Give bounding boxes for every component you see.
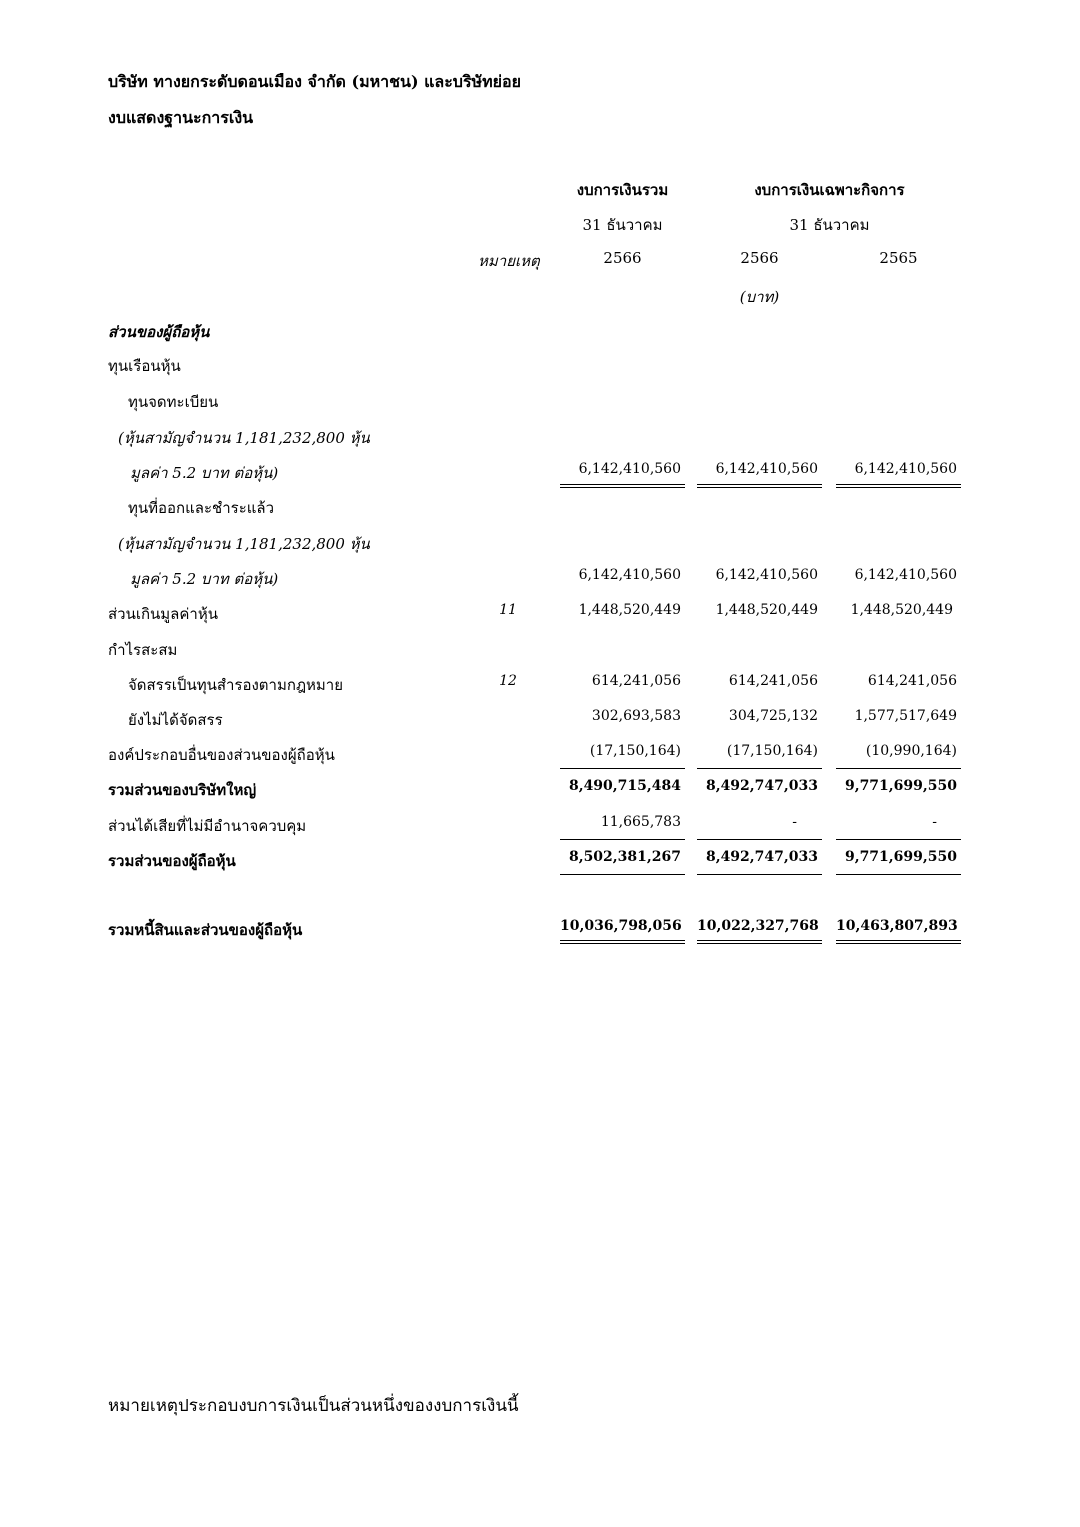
row-grand-total: รวมหนี้สินและส่วนของผู้ถือหุ้น: [108, 921, 303, 939]
authorized-value-c3: 6,142,410,560: [854, 461, 957, 477]
single-underline: [560, 839, 685, 840]
single-underline: [836, 874, 961, 875]
col-note-header: หมายเหตุ: [478, 252, 540, 270]
statement-title: งบแสดงฐานะการเงิน: [108, 108, 254, 127]
issued-value-c3: 6,142,410,560: [854, 567, 957, 583]
parent-total-c2: 8,492,747,033: [705, 778, 818, 794]
legal-value-c3: 614,241,056: [867, 673, 957, 689]
issued-value-c1: 6,142,410,560: [578, 567, 681, 583]
double-underline: [560, 484, 685, 488]
row-legal-reserve: จัดสรรเป็นทุนสำรองตามกฎหมาย: [128, 676, 344, 694]
section-title: ส่วนของผู้ถือหุ้น: [108, 323, 210, 341]
row-equity-total: รวมส่วนของผู้ถือหุ้น: [108, 852, 236, 870]
row-retained: กำไรสะสม: [108, 641, 178, 659]
single-underline: [560, 874, 685, 875]
row-issued: ทุนที่ออกและชำระแล้ว: [128, 499, 275, 517]
unit-label: (บาท): [739, 288, 780, 306]
grand-total-c1: 10,036,798,056: [560, 918, 682, 934]
nci-value-c3: -: [932, 814, 937, 830]
parent-total-c3: 9,771,699,550: [844, 778, 957, 794]
equity-total-c1: 8,502,381,267: [568, 849, 681, 865]
other-value-c1: (17,150,164): [589, 743, 681, 759]
footer-note: หมายเหตุประกอบงบการเงินเป็นส่วนหนึ่งของงบการเงินนี้: [108, 1396, 519, 1416]
col-group-separate: งบการเงินเฉพาะกิจการ: [754, 181, 905, 199]
row-unappropriated: ยังไม่ได้จัดสรร: [128, 711, 223, 729]
row-other-components: องค์ประกอบอื่นของส่วนของผู้ถือหุ้น: [108, 746, 335, 764]
nci-value-c2: -: [792, 814, 797, 830]
unappropriated-value-c1: 302,693,583: [591, 708, 681, 724]
other-value-c3: (10,990,164): [865, 743, 957, 759]
equity-total-c2: 8,492,747,033: [705, 849, 818, 865]
row-authorized: ทุนจดทะเบียน: [128, 393, 219, 411]
row-authorized-desc2: มูลค่า 5.2 บาท ต่อหุ้น): [130, 464, 279, 482]
premium-value-c3: 1,448,520,449: [850, 602, 953, 618]
single-underline: [697, 839, 822, 840]
col-year-c2: 2566: [740, 249, 779, 267]
row-authorized-desc1: (หุ้นสามัญจำนวน 1,181,232,800 หุ้น: [118, 429, 370, 447]
nci-value-c1: 11,665,783: [600, 814, 681, 830]
equity-total-c3: 9,771,699,550: [844, 849, 957, 865]
premium-note-ref: 11: [499, 602, 517, 618]
row-issued-desc1: (หุ้นสามัญจำนวน 1,181,232,800 หุ้น: [118, 535, 370, 553]
grand-total-c2: 10,022,327,768: [697, 918, 819, 934]
row-share-capital: ทุนเรือนหุ้น: [108, 357, 181, 375]
row-parent-total: รวมส่วนของบริษัทใหญ่: [108, 781, 257, 799]
col-date-separate: 31 ธันวาคม: [789, 216, 870, 234]
col-year-c3: 2565: [879, 249, 918, 267]
unappropriated-value-c2: 304,725,132: [728, 708, 818, 724]
grand-total-c3: 10,463,807,893: [836, 918, 958, 934]
double-underline: [836, 940, 961, 944]
col-group-consolidated: งบการเงินรวม: [576, 181, 669, 199]
premium-value-c2: 1,448,520,449: [715, 602, 818, 618]
legal-value-c2: 614,241,056: [728, 673, 818, 689]
single-underline: [836, 768, 961, 769]
legal-note-ref: 12: [499, 673, 517, 689]
col-year-c1: 2566: [603, 249, 642, 267]
parent-total-c1: 8,490,715,484: [568, 778, 681, 794]
double-underline: [836, 484, 961, 488]
company-name: บริษัท ทางยกระดับดอนเมือง จำกัด (มหาชน) และบริษัทย่อย: [108, 72, 522, 91]
legal-value-c1: 614,241,056: [591, 673, 681, 689]
single-underline: [836, 839, 961, 840]
issued-value-c2: 6,142,410,560: [715, 567, 818, 583]
single-underline: [697, 874, 822, 875]
authorized-value-c2: 6,142,410,560: [715, 461, 818, 477]
authorized-value-c1: 6,142,410,560: [578, 461, 681, 477]
single-underline: [560, 768, 685, 769]
premium-value-c1: 1,448,520,449: [578, 602, 681, 618]
single-underline: [697, 768, 822, 769]
row-nci: ส่วนได้เสียที่ไม่มีอำนาจควบคุม: [108, 817, 307, 835]
unappropriated-value-c3: 1,577,517,649: [854, 708, 957, 724]
col-date-consolidated: 31 ธันวาคม: [582, 216, 663, 234]
other-value-c2: (17,150,164): [726, 743, 818, 759]
double-underline: [560, 940, 685, 944]
double-underline: [697, 484, 822, 488]
double-underline: [697, 940, 822, 944]
row-issued-desc2: มูลค่า 5.2 บาท ต่อหุ้น): [130, 570, 279, 588]
row-premium: ส่วนเกินมูลค่าหุ้น: [108, 605, 218, 623]
